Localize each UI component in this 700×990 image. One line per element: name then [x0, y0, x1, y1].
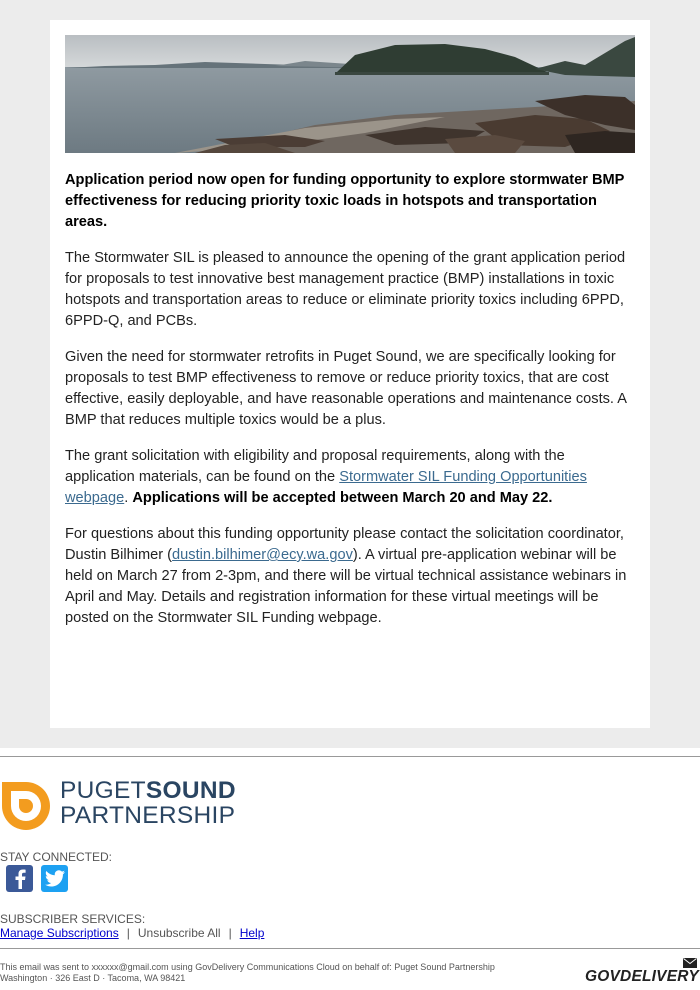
help-link[interactable]: Help — [239, 926, 265, 940]
subscriber-services-label: SUBSCRIBER SERVICES: — [0, 912, 146, 926]
fine-print — [0, 962, 570, 984]
separator: | — [228, 926, 232, 940]
govdelivery-wordmark: GOVDELIVERY — [585, 968, 699, 985]
twitter-icon[interactable] — [41, 865, 68, 892]
subscriber-links — [0, 926, 264, 940]
sent-to-line: This email was sent to xxxxxx@gmail.com using GovDelivery Communications Cloud on behalf of: Puget Sound Partnership — [0, 962, 495, 972]
address-line: Washington · 326 East D · Tacoma, WA 98421 — [0, 973, 186, 983]
shoreline-photo — [65, 35, 635, 153]
logo-wordmark: PUGETSOUND PARTNERSHIP — [60, 777, 236, 829]
coordinator-email-link[interactable]: dustin.bilhimer@ecy.wa.gov — [172, 547, 353, 563]
separator: | — [126, 926, 130, 940]
announcement-headline: Application period now open for funding opportunity to explore stormwater BMP effectiveness for reducing priority toxic loads in hotspots and transportation areas. — [65, 172, 625, 230]
intro-paragraph: The Stormwater SIL is pleased to announce the opening of the grant application period for proposals to test innovative best management practice (BMP) installations in toxic hotspots and transportation areas to reduce or eliminate priority toxics including 6PPD, 6PPD-Q, and PCBs. — [65, 250, 626, 329]
partnership-droplet-icon — [0, 780, 52, 832]
envelope-icon — [683, 958, 697, 968]
unsubscribe-all-text[interactable]: Unsubscribe All — [137, 926, 221, 940]
email-card — [50, 20, 650, 728]
social-links — [6, 865, 68, 892]
announcement-body — [65, 170, 635, 644]
need-paragraph: Given the need for stormwater retrofits in Puget Sound, we are specifically looking for proposals to test BMP effectiveness to remove or reduce priority toxics, that are cost effective, easily deployable, and have reasonable operations and maintenance costs. A BMP that reduces multiple toxics would be a plus. — [65, 349, 627, 428]
facebook-icon[interactable] — [6, 865, 33, 892]
funding-opportunities-link[interactable]: Stormwater SIL Funding Opportunities webpage — [65, 469, 587, 506]
footer-divider — [0, 756, 700, 757]
application-dates: Applications will be accepted between March 20 and May 22. — [132, 490, 553, 506]
govdelivery-logo[interactable] — [585, 958, 697, 988]
contact-paragraph: For questions about this funding opportunity please contact the solicitation coordinator, Dustin Bilhimer (dustin.bilhimer@ecy.wa.gov). A virtual pre-application webinar will be held on March 27 from 2-3pm, and there will be virtual technical assistance webinars in April and May. Details and registration information for these virtual meetings will be posted on the Stormwater SIL Funding webpage. — [65, 526, 627, 626]
manage-subscriptions-link[interactable]: Manage Subscriptions — [0, 926, 119, 940]
stay-connected-label: STAY CONNECTED: — [0, 850, 113, 864]
fine-print-divider — [0, 948, 700, 949]
puget-sound-partnership-logo[interactable] — [0, 778, 260, 834]
hero-image — [65, 35, 635, 153]
solicitation-paragraph: The grant solicitation with eligibility and proposal requirements, along with the application materials, can be found on the Stormwater SIL Funding Opportunities webpage. Applications will be accepted between March 20 and May 22. — [65, 448, 587, 506]
